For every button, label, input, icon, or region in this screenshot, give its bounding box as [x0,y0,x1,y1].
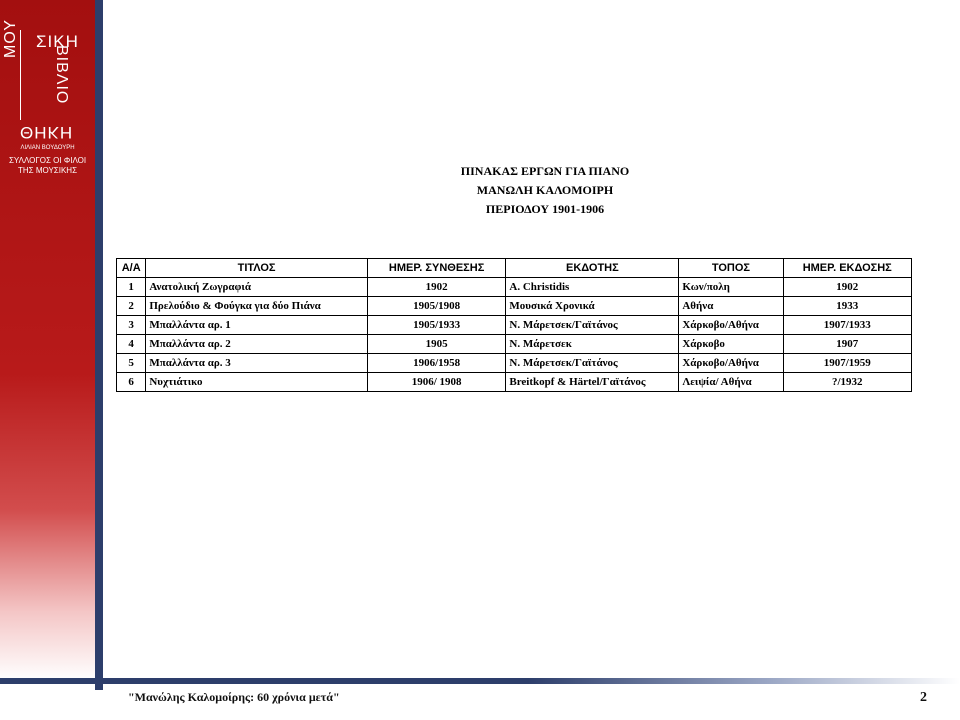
cell-place: Χάρκοβο [679,335,783,354]
cell-aa: 1 [117,278,146,297]
cell-publisher: Breitkopf & Härtel/Γαϊτάνος [506,373,679,392]
cell-publisher: Ν. Μάρετσεκ [506,335,679,354]
logo-society-line2: ΤΗΣ ΜΟΥΣΙΚΗΣ [17,166,78,175]
cell-place: Λειψία/ Αθήνα [679,373,783,392]
cell-title: Νυχτιάτικο [146,373,368,392]
cell-edition-date: 1933 [783,297,911,316]
logo-word-sikh: ΣΙΚΗ [36,32,79,51]
logo-word-thiki: ΘΗΚΗ [20,123,74,142]
cell-place: Αθήνα [679,297,783,316]
title-line-3: ΠΕΡΙΟΔΟΥ 1901-1906 [485,202,605,216]
cell-publisher: Μουσικά Χρονικά [506,297,679,316]
cell-edition-date: 1907/1933 [783,316,911,335]
header-publisher: ΕΚΔΟΤΗΣ [506,259,679,278]
cell-title: Μπαλλάντα αρ. 3 [146,354,368,373]
cell-place: Χάρκοβο/Αθήνα [679,316,783,335]
cell-publisher: A. Christidis [506,278,679,297]
footer-caption: "Μανώλης Καλομοίρης: 60 χρόνια μετά" [128,690,340,704]
cell-composition-date: 1902 [367,278,506,297]
cell-title: Μπαλλάντα αρ. 2 [146,335,368,354]
table-row [117,373,912,392]
cell-publisher: Ν. Μάρετσεκ/Γαϊτάνος [506,316,679,335]
cell-aa: 2 [117,297,146,316]
page-number: 2 [920,690,927,705]
title-line-1: ΠΙΝΑΚΑΣ ΕΡΓΩΝ ΓΙΑ ΠΙΑΝΟ [460,164,630,178]
header-place: ΤΟΠΟΣ [679,259,783,278]
title-line-2: ΜΑΝΩΛΗ ΚΑΛΟΜΟΙΡΗ [476,183,614,197]
logo-word-mou: ΜΟΥ [2,19,19,58]
logo-society-line1: ΣΥΛΛΟΓΟΣ ΟΙ ΦΙΛΟΙ [8,156,87,165]
cell-title: Μπαλλάντα αρ. 1 [146,316,368,335]
cell-aa: 5 [117,354,146,373]
cell-title: Ανατολική Ζωγραφιά [146,278,368,297]
table-row [117,297,912,316]
cell-aa: 6 [117,373,146,392]
header-edition-date: ΗΜΕΡ. ΕΚΔΟΣΗΣ [783,259,911,278]
table-row [117,335,912,354]
cell-place: Κων/πολη [679,278,783,297]
cell-edition-date: ?/1932 [783,373,911,392]
table-row [117,316,912,335]
cell-composition-date: 1905 [367,335,506,354]
cell-place: Χάρκοβο/Αθήνα [679,354,783,373]
table-row [117,354,912,373]
library-logo [0,0,95,190]
slide-title [380,162,710,219]
logo-word-vivlio: ΒΙΒΛΙΟ [53,45,70,105]
cell-composition-date: 1905/1933 [367,316,506,335]
logo-rule [20,30,21,120]
logo-founder: ΛΙΛΙΑΝ ΒΟΥΔΟΥΡΗ [20,145,75,151]
cell-composition-date: 1906/ 1908 [367,373,506,392]
cell-composition-date: 1906/1958 [367,354,506,373]
sidebar-divider [95,0,103,690]
cell-publisher: Ν. Μάρετσεκ/Γαϊτάνος [506,354,679,373]
header-title: ΤΙΤΛΟΣ [146,259,368,278]
works-table [116,258,912,392]
cell-edition-date: 1902 [783,278,911,297]
logo-society [0,156,95,176]
table-header-row [117,259,912,278]
table-row [117,278,912,297]
header-aa: Α/Α [117,259,146,278]
footer-bar [0,678,960,684]
cell-composition-date: 1905/1908 [367,297,506,316]
cell-aa: 4 [117,335,146,354]
cell-aa: 3 [117,316,146,335]
cell-edition-date: 1907 [783,335,911,354]
header-composition-date: ΗΜΕΡ. ΣΥΝΘΕΣΗΣ [367,259,506,278]
cell-edition-date: 1907/1959 [783,354,911,373]
cell-title: Πρελούδιο & Φούγκα για δύο Πιάνα [146,297,368,316]
